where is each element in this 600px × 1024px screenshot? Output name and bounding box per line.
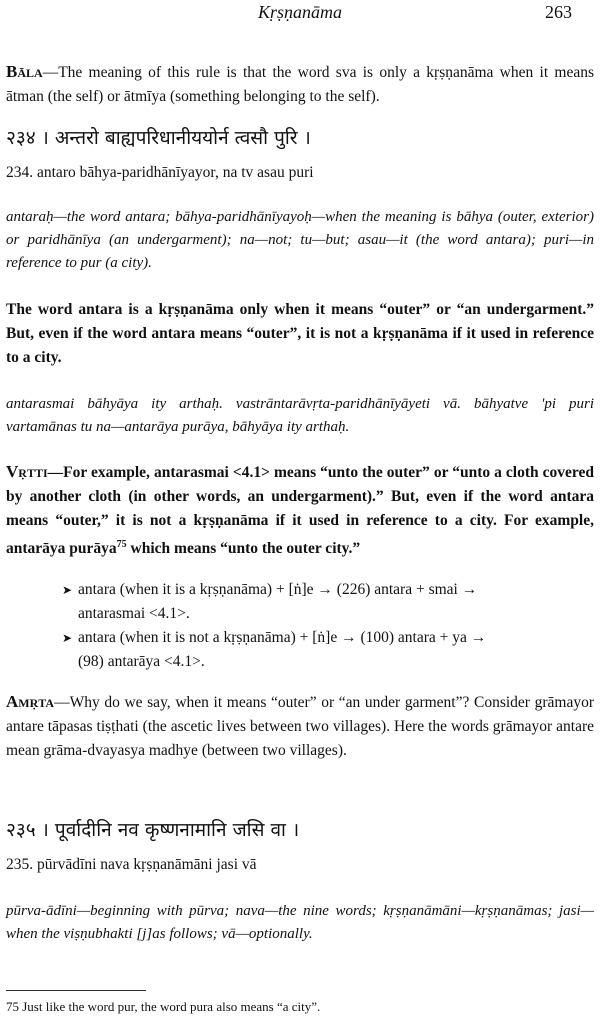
sutra-234-transliteration: 234. antaro bāhya-paridhānīyayor, na tv asau puri	[6, 164, 314, 181]
vrtti-text: —For example, antarasmai <4.1> means “unto the outer” or “unto a cloth covered by another cloth (in other words, an undergarment).” But, even if the word antara means “outer,” it is not a kṛṣṇanāma if it used in reference to a city. For example, antarāya purāya	[6, 464, 594, 558]
derivation-line: antara (when it is a kṛṣṇanāma) + [ṅ]e → (226) antara + smai →	[78, 581, 478, 598]
vrtti-label: Vṛtti	[6, 462, 48, 481]
derivation-line: antara (when it is not a kṛṣṇanāma) + [ṅ]e → (100) antara + ya →	[78, 629, 487, 646]
sutra-235-devanagari: २३५ । पूर्वादीनि नव कृष्णनामानि जसि वा ।	[6, 819, 300, 841]
bala-label: Bāla	[6, 62, 43, 81]
page-number: 263	[545, 2, 572, 22]
gloss-234: antaraḥ—the word antara; bāhya-paridhānīyayoḥ—when the meaning is bāhya (outer, exterior) or paridhānīya (an undergarment); na—not; tu—but; asau—it (the word antara); puri—in reference to pur (a city).	[6, 209, 594, 271]
arrow-bullet-icon: ➤	[62, 583, 73, 597]
derivation-line: antarasmai <4.1>.	[78, 605, 190, 622]
amrta-label: Amṛta	[6, 692, 55, 711]
vrtti-text-end: which means “unto the outer city.”	[126, 540, 361, 558]
footnote-divider	[6, 990, 146, 991]
vrtti-paragraph	[6, 460, 594, 561]
bala-text: —The meaning of this rule is that the word sva is only a kṛṣṇanāma when it means ātman (the self) or ātmīya (something belonging to the self).	[6, 64, 594, 105]
sutra-234-devanagari: २३४ । अन्तरो बाह्यपरिधानीययोर्न त्वसौ पुरि ।	[6, 127, 311, 149]
translation-234: The word antara is a kṛṣṇanāma only when it means “outer” or “an undergarment.” But, even if the word antara means “outer”, it is not a kṛṣṇanāma if it used in reference to a city.	[6, 301, 594, 366]
running-header	[0, 2, 600, 26]
gloss-235: pūrva-ādīni—beginning with pūrva; nava—the nine words; kṛṣṇanāmāni—kṛṣṇanāmas; jasi—when the viṣṇubhakti [j]as follows; vā—optionally.	[6, 903, 594, 942]
footnote-ref-75[interactable]: 75	[116, 539, 127, 550]
arrow-bullet-icon: ➤	[62, 631, 73, 645]
footnote-75: 75 Just like the word pur, the word pura also means “a city”.	[6, 999, 321, 1014]
derivation-line: (98) antarāya <4.1>.	[78, 653, 205, 670]
derivation-item	[62, 626, 592, 674]
bala-paragraph	[6, 60, 594, 109]
derivation-item	[62, 578, 592, 626]
running-title: Kṛṣṇanāma	[257, 2, 342, 22]
commentary-234: antarasmai bāhyāya ity arthaḥ. vastrāntarāvṛta-paridhānīyāyeti vā. bāhyatve 'pi puri vartamānas tu na—antarāya purāya, bāhyāya ity arthaḥ.	[6, 396, 594, 435]
sutra-235-transliteration: 235. pūrvādīni nava kṛṣṇanāmāni jasi vā	[6, 856, 257, 873]
amrta-paragraph	[6, 690, 594, 763]
amrta-text: —Why do we say, when it means “outer” or “an under garment”? Consider grāmayor antare tāpasas tiṣṭhati (the ascetic lives between two villages). Here the words grāmayor antare mean grāma-dvayasya madhye (between two villages).	[6, 694, 594, 759]
